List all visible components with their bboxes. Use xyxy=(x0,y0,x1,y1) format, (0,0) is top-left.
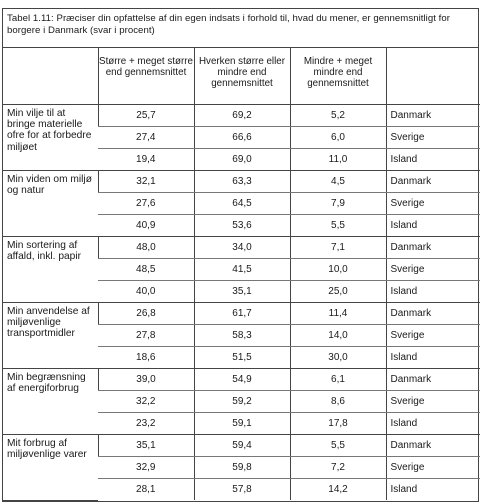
value-cell: 5,5 xyxy=(290,434,386,456)
table-row xyxy=(3,302,480,324)
value-cell: 5,2 xyxy=(290,104,386,126)
value-cell: 32,2 xyxy=(98,390,194,412)
country-cell: Sverige xyxy=(386,324,480,346)
value-cell: 35,1 xyxy=(194,280,290,302)
header-cell-label xyxy=(3,48,98,104)
header-cell-smaller: Mindre + meget mindre end gennemsnittet xyxy=(290,48,386,104)
country-cell: Sverige xyxy=(386,258,480,280)
header-row xyxy=(3,48,480,104)
value-cell: 63,3 xyxy=(194,170,290,192)
value-cell: 69,2 xyxy=(194,104,290,126)
value-cell: 25,7 xyxy=(98,104,194,126)
value-cell: 66,6 xyxy=(194,126,290,148)
country-cell: Island xyxy=(386,346,480,368)
value-cell: 39,0 xyxy=(98,368,194,390)
country-cell: Danmark xyxy=(386,302,480,324)
table-caption: Tabel 1.11: Præciser din opfattelse af din egen indsats i forhold til, hvad du mener, er gennemsnitligt for borgere i Danmark (svar i procent) xyxy=(3,9,478,48)
country-cell: Danmark xyxy=(386,434,480,456)
value-cell: 54,9 xyxy=(194,368,290,390)
value-cell: 48,5 xyxy=(98,258,194,280)
value-cell: 14,0 xyxy=(290,324,386,346)
value-cell: 32,9 xyxy=(98,456,194,478)
table-body xyxy=(3,104,480,500)
value-cell: 26,8 xyxy=(98,302,194,324)
value-cell: 59,4 xyxy=(194,434,290,456)
value-cell: 25,0 xyxy=(290,280,386,302)
value-cell: 7,1 xyxy=(290,236,386,258)
country-cell: Island xyxy=(386,280,480,302)
value-cell: 11,4 xyxy=(290,302,386,324)
value-cell: 32,1 xyxy=(98,170,194,192)
value-cell: 27,6 xyxy=(98,192,194,214)
header-cell-country xyxy=(386,48,480,104)
value-cell: 69,0 xyxy=(194,148,290,170)
value-cell: 61,7 xyxy=(194,302,290,324)
group-label: Min begrænsning af energiforbrug xyxy=(3,368,98,434)
value-cell: 17,8 xyxy=(290,412,386,434)
value-cell: 30,0 xyxy=(290,346,386,368)
value-cell: 48,0 xyxy=(98,236,194,258)
country-cell: Sverige xyxy=(386,456,480,478)
value-cell: 19,4 xyxy=(98,148,194,170)
value-cell: 11,0 xyxy=(290,148,386,170)
country-cell: Sverige xyxy=(386,390,480,412)
country-cell: Island xyxy=(386,148,480,170)
group-label: Min vilje til at bringe materielle ofre for at forbedre miljøet xyxy=(3,104,98,170)
table-row xyxy=(3,104,480,126)
value-cell: 18,6 xyxy=(98,346,194,368)
value-cell: 59,8 xyxy=(194,456,290,478)
value-cell: 7,9 xyxy=(290,192,386,214)
value-cell: 23,2 xyxy=(98,412,194,434)
value-cell: 6,0 xyxy=(290,126,386,148)
group-label: Min sortering af affald, inkl. papir xyxy=(3,236,98,302)
value-cell: 28,1 xyxy=(136,483,156,495)
country-cell: Island xyxy=(386,478,480,500)
value-cell: 6,1 xyxy=(290,368,386,390)
value-cell: 14,2 xyxy=(290,478,386,500)
value-cell: 8,6 xyxy=(290,390,386,412)
header-cell-larger: Større + meget større end gennemsnittet xyxy=(98,48,194,104)
table-row xyxy=(3,170,480,192)
group-label: Mit forbrug af miljøvenlige varer xyxy=(3,434,98,500)
data-table xyxy=(3,48,480,501)
header-cell-neither: Hverken større eller mindre end gennemsnittet xyxy=(194,48,290,104)
group-label: Min anvendelse af miljøvenlige transportmidler xyxy=(3,302,98,368)
country-cell: Danmark xyxy=(386,104,480,126)
value-cell: 40,0 xyxy=(98,280,194,302)
country-cell: Danmark xyxy=(386,236,480,258)
value-cell: 34,0 xyxy=(194,236,290,258)
value-cell: 27,8 xyxy=(98,324,194,346)
value-cell: 58,3 xyxy=(194,324,290,346)
value-cell: 59,1 xyxy=(194,412,290,434)
value-cell: 59,2 xyxy=(194,390,290,412)
value-cell: 57,8 xyxy=(194,478,290,500)
value-cell: 35,1 xyxy=(98,434,194,456)
group-label: Min viden om miljø og natur xyxy=(3,170,98,236)
table-row xyxy=(3,236,480,258)
value-cell: 10,0 xyxy=(290,258,386,280)
value-cell: 41,5 xyxy=(194,258,290,280)
value-cell: 64,5 xyxy=(194,192,290,214)
value-cell: 5,5 xyxy=(290,214,386,236)
value-cell: 4,5 xyxy=(290,170,386,192)
value-cell: 51,5 xyxy=(194,346,290,368)
value-cell: 7,2 xyxy=(290,456,386,478)
table-row xyxy=(3,434,480,456)
country-cell: Sverige xyxy=(386,192,480,214)
value-cell: 53,6 xyxy=(194,214,290,236)
country-cell: Danmark xyxy=(386,170,480,192)
table-frame xyxy=(2,8,479,502)
country-cell: Danmark xyxy=(386,368,480,390)
country-cell: Island xyxy=(386,412,480,434)
value-cell: 27,4 xyxy=(98,126,194,148)
value-cell: 40,9 xyxy=(98,214,194,236)
table-row xyxy=(3,368,480,390)
country-cell: Island xyxy=(386,214,480,236)
country-cell: Sverige xyxy=(386,126,480,148)
